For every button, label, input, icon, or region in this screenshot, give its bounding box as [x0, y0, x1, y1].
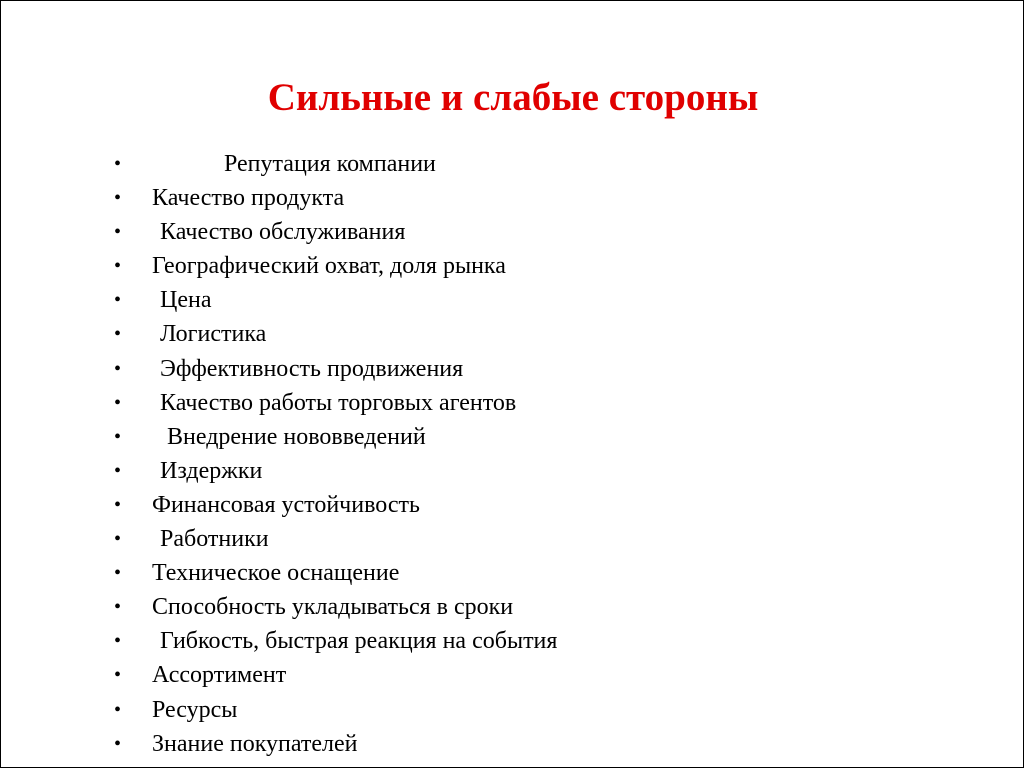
- bullet-icon: •: [114, 698, 122, 721]
- list-item-label: Качество продукта: [152, 185, 345, 212]
- bullet-icon: •: [114, 289, 122, 312]
- list-item-label: Цена: [160, 287, 212, 314]
- bullet-icon: •: [114, 493, 122, 516]
- list-item-label: Эффективность продвижения: [160, 355, 464, 382]
- bullet-icon: •: [114, 187, 122, 210]
- bullet-icon: •: [114, 528, 122, 551]
- bullet-icon: •: [114, 596, 122, 619]
- list-item-label: Логистика: [160, 321, 267, 348]
- bullet-icon: •: [114, 153, 122, 175]
- bullet-icon: •: [114, 732, 122, 755]
- slide-title: Сильные и слабые стороны: [267, 76, 759, 119]
- list-item-label: Знание покупателей: [152, 730, 358, 757]
- bullet-icon: •: [114, 357, 122, 380]
- bullet-icon: •: [114, 562, 122, 585]
- list-item-label: Финансовая устойчивость: [152, 491, 420, 518]
- list-item-label: Ассортимент: [152, 662, 287, 689]
- list-item-label: Гибкость, быстрая реакция на события: [160, 628, 558, 655]
- list-item-label: Издержки: [160, 457, 263, 484]
- list-item-label: Ресурсы: [152, 696, 238, 723]
- bullet-icon: •: [114, 459, 122, 482]
- bullet-icon: •: [114, 425, 122, 448]
- list-item-label: Географический охват, доля рынка: [152, 253, 506, 280]
- list-item-label: Техническое оснащение: [152, 560, 400, 587]
- list-item-label: Внедрение нововведений: [167, 423, 426, 450]
- bullet-icon: •: [114, 391, 122, 414]
- list-item-label: Качество работы торговых агентов: [160, 389, 517, 416]
- list-item-label: Репутация компании: [224, 151, 436, 177]
- bullet-icon: •: [114, 323, 122, 346]
- list-item-label: Способность укладываться в сроки: [152, 594, 514, 621]
- bullet-icon: •: [114, 630, 122, 653]
- bullet-icon: •: [114, 221, 122, 244]
- list-item-label: Качество обслуживания: [160, 219, 406, 246]
- bullet-icon: •: [114, 664, 122, 687]
- list-item-label: Работники: [160, 526, 269, 553]
- bullet-icon: •: [114, 255, 122, 278]
